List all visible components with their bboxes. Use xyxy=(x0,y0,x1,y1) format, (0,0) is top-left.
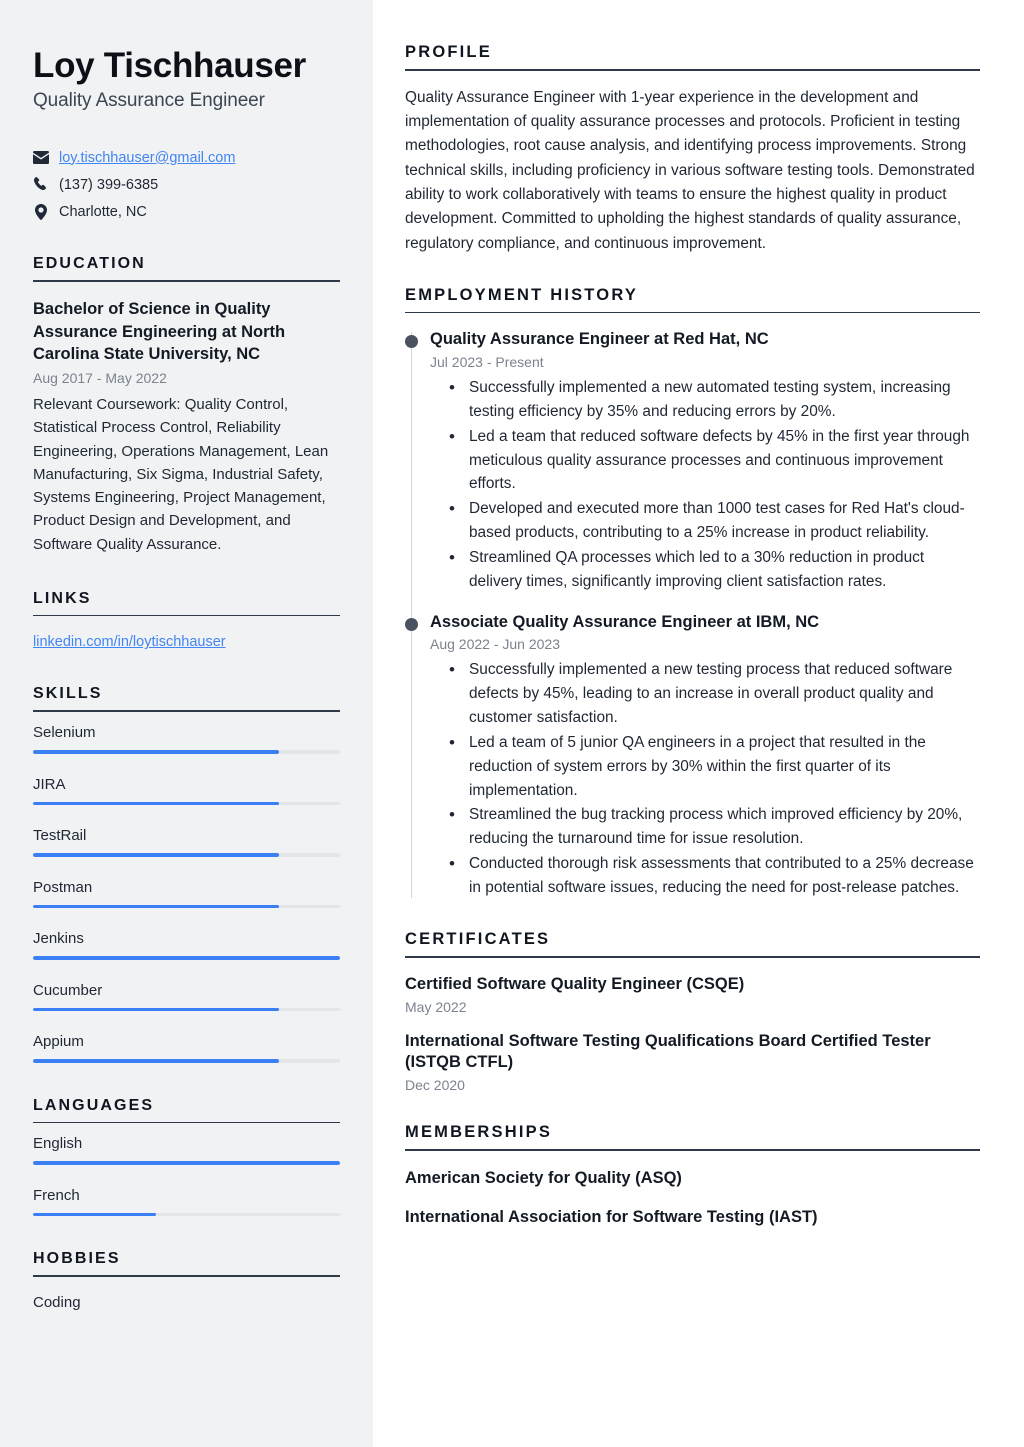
skill-level-bar xyxy=(33,853,340,857)
job-title: Quality Assurance Engineer at Red Hat, NC xyxy=(430,330,769,349)
language-label: French xyxy=(33,1186,80,1204)
contact-location-row xyxy=(33,202,340,221)
skill-label: TestRail xyxy=(33,827,87,845)
education-section xyxy=(33,255,340,556)
links-divider xyxy=(33,615,340,617)
skill-item xyxy=(33,724,340,754)
membership-entry: American Society for Quality (ASQ) xyxy=(405,1168,682,1187)
languages-heading: LANGUAGES xyxy=(33,1096,155,1114)
skill-item xyxy=(33,1033,340,1063)
certificate-entry xyxy=(405,1031,980,1094)
skill-level-fill xyxy=(33,802,279,806)
job-bullet: • Successfully implemented a new testing process that reduced software defects by 45%, leading to an increase in overall product quality and customer satisfaction. xyxy=(449,658,980,730)
skill-level-bar xyxy=(33,750,340,754)
candidate-name: Loy Tischhauser xyxy=(33,46,307,85)
candidate-job-title: Quality Assurance Engineer xyxy=(33,90,265,112)
job-entry xyxy=(430,329,980,593)
job-bullet: • Streamlined the bug tracking process which improved efficiency by 20%, reducing the turnaround time for issue resolution. xyxy=(449,803,980,851)
certificates-section xyxy=(405,930,980,1093)
languages-list xyxy=(33,1135,340,1216)
membership-entry: International Association for Software Testing (IAST) xyxy=(405,1207,818,1226)
job-bullet-list xyxy=(430,376,980,594)
hobbies-divider xyxy=(33,1275,340,1277)
skill-label: JIRA xyxy=(33,775,66,793)
skill-level-bar xyxy=(33,1008,340,1012)
certificate-date: May 2022 xyxy=(405,998,467,1015)
job-bullet: • Successfully implemented a new automated testing system, increasing testing efficiency by 35% and reducing errors by 20%. xyxy=(449,376,980,424)
skill-label: Cucumber xyxy=(33,981,103,999)
certificates-divider xyxy=(405,956,980,958)
contact-email-row[interactable] xyxy=(33,148,340,167)
languages-section xyxy=(33,1097,340,1217)
certificate-entry xyxy=(405,974,980,1015)
envelope-icon xyxy=(33,151,49,164)
skills-divider xyxy=(33,710,340,712)
links-body xyxy=(33,633,340,651)
links-heading: LINKS xyxy=(33,589,92,607)
job-bullet-list xyxy=(430,658,980,900)
education-date: Aug 2017 - May 2022 xyxy=(33,370,167,387)
job-bullet: • Led a team that reduced software defects by 45% in the first year through meticulous quality assurance processes and continuous improvement efforts. xyxy=(449,425,980,497)
memberships-section xyxy=(405,1123,980,1228)
language-level-fill xyxy=(33,1161,340,1165)
language-level-bar xyxy=(33,1213,340,1217)
profile-section xyxy=(405,43,980,256)
job-title: Associate Quality Assurance Engineer at IBM, NC xyxy=(430,612,820,631)
skill-item xyxy=(33,879,340,909)
profile-divider xyxy=(405,69,980,71)
job-bullet: • Led a team of 5 junior QA engineers in a project that resulted in the reduction of system errors by 30% within the first quarter of its implementation. xyxy=(449,731,980,803)
skills-section xyxy=(33,685,340,1062)
skill-level-fill xyxy=(33,956,340,960)
certificate-name: International Software Testing Qualifications Board Certified Tester (ISTQB CTFL) xyxy=(405,1031,931,1072)
phone-icon xyxy=(33,177,49,192)
contact-location-text: Charlotte, NC xyxy=(59,203,147,220)
language-item xyxy=(33,1135,340,1165)
language-level-fill xyxy=(33,1213,156,1217)
skill-level-fill xyxy=(33,1008,279,1012)
education-heading: EDUCATION xyxy=(33,255,146,273)
linkedin-link[interactable]: linkedin.com/in/loytischhauser xyxy=(33,634,226,651)
memberships-divider xyxy=(405,1149,980,1151)
certificate-name: Certified Software Quality Engineer (CSQE) xyxy=(405,974,745,993)
main-content xyxy=(373,0,1024,1447)
skill-item xyxy=(33,982,340,1012)
education-degree: Bachelor of Science in Quality Assurance Engineering at North Carolina State University, NC xyxy=(33,299,286,364)
hobby-item: Coding xyxy=(33,1293,81,1311)
employment-timeline xyxy=(405,329,980,900)
job-bullet: • Conducted thorough risk assessments that contributed to a 25% decrease in potential software issues, reducing the need for post-release patches. xyxy=(449,852,980,900)
skill-level-bar xyxy=(33,905,340,909)
skill-label: Jenkins xyxy=(33,930,84,948)
languages-divider xyxy=(33,1122,340,1124)
education-description: Relevant Coursework: Quality Control, Statistical Process Control, Reliability Engineering, Operations Management, Lean Manufacturing, Six Sigma, Industrial Safety, Systems Engineering, Project Management, Product Design and Development, and Software Quality Assurance. xyxy=(33,396,329,553)
map-pin-icon xyxy=(33,204,49,220)
skill-item xyxy=(33,776,340,806)
contact-list xyxy=(33,148,340,221)
links-section xyxy=(33,590,340,652)
skill-level-fill xyxy=(33,905,279,909)
skill-level-fill xyxy=(33,853,279,857)
language-label: English xyxy=(33,1135,83,1153)
job-bullet: • Streamlined QA processes which led to a 30% reduction in product delivery times, significantly improving client satisfaction rates. xyxy=(449,546,980,594)
profile-heading: PROFILE xyxy=(405,43,492,61)
contact-phone-row xyxy=(33,175,340,194)
job-entry xyxy=(430,612,980,900)
skills-heading: SKILLS xyxy=(33,685,103,703)
employment-heading: EMPLOYMENT HISTORY xyxy=(405,285,639,304)
job-date: Aug 2022 - Jun 2023 xyxy=(430,636,560,653)
sidebar xyxy=(0,0,373,1447)
contact-email-text xyxy=(59,150,235,166)
profile-text: Quality Assurance Engineer with 1-year experience in the development and implementation of quality assurance processes and protocols. Proficient in testing methodologies, root cause analysis, and identifying process improvements. Strong technical skills, including proficiency in various software testing tools. Demonstrated ability to work collaboratively with teams to ensure the highest quality in product development. Committed to upholding the highest standards of quality assurance, regulatory compliance, and continuous improvement. xyxy=(405,88,975,252)
skills-list xyxy=(33,724,340,1063)
skill-label: Postman xyxy=(33,878,93,896)
skill-level-bar xyxy=(33,1059,340,1063)
email-link[interactable]: loy.tischhauser@gmail.com xyxy=(59,149,236,166)
job-bullet: • Developed and executed more than 1000 test cases for Red Hat's cloud-based products, contributing to a 25% increase in product reliability. xyxy=(449,497,980,545)
skill-item xyxy=(33,827,340,857)
skill-label: Selenium xyxy=(33,724,96,742)
timeline-dot-icon xyxy=(405,618,418,631)
certificate-date: Dec 2020 xyxy=(405,1077,465,1094)
timeline-dot-icon xyxy=(405,335,418,348)
hobbies-heading: HOBBIES xyxy=(33,1250,121,1268)
hobbies-section xyxy=(33,1250,340,1311)
memberships-heading: MEMBERSHIPS xyxy=(405,1123,553,1142)
education-divider xyxy=(33,280,340,282)
skill-level-fill xyxy=(33,1059,279,1063)
contact-phone-text: (137) 399-6385 xyxy=(59,176,159,193)
skill-item xyxy=(33,930,340,960)
employment-section xyxy=(405,286,980,900)
job-date: Jul 2023 - Present xyxy=(430,353,544,370)
employment-divider xyxy=(405,312,980,314)
skill-label: Appium xyxy=(33,1033,84,1051)
language-item xyxy=(33,1187,340,1217)
certificates-heading: CERTIFICATES xyxy=(405,929,551,948)
skill-level-bar xyxy=(33,956,340,960)
language-level-bar xyxy=(33,1161,340,1165)
skill-level-fill xyxy=(33,750,279,754)
skill-level-bar xyxy=(33,802,340,806)
